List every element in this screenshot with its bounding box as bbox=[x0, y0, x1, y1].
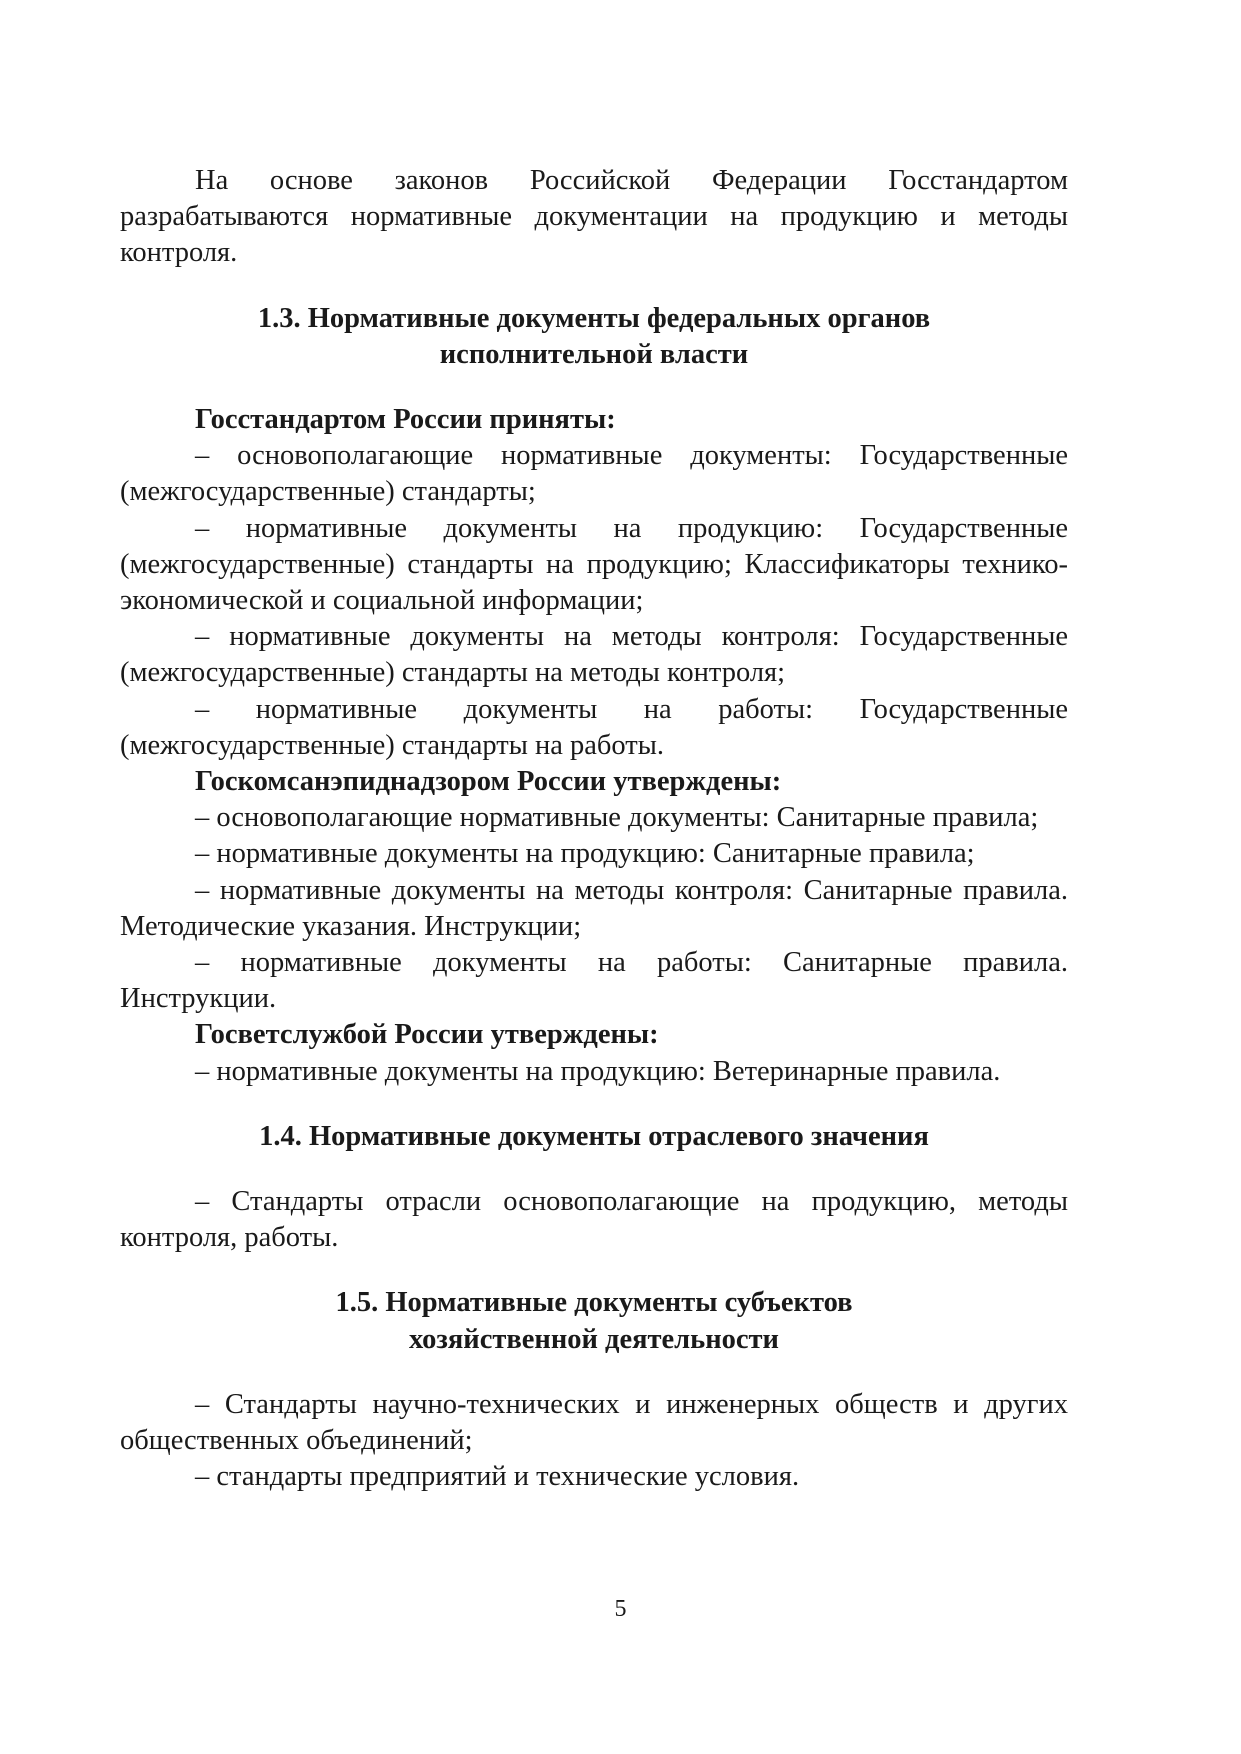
list-item: – основополагающие нормативные документы: Санитарные правила; bbox=[195, 802, 1039, 834]
section-1-3-heading bbox=[120, 301, 1068, 373]
section-1-5-heading-line2: хозяйственной деятельности bbox=[409, 1323, 779, 1355]
section-1-4-heading: 1.4. Нормативные документы отраслевого значения bbox=[259, 1120, 929, 1152]
page-body bbox=[120, 163, 1068, 1496]
list-item: – нормативные документы на работы: Санитарные правила. Инструкции. bbox=[120, 947, 1068, 1015]
list-item: – нормативные документы на методы контроля: Государственные (межгосударственные) стандарты на методы контроля; bbox=[120, 621, 1068, 689]
list-item: – Стандарты научно-технических и инженерных обществ и других общественных объединений; bbox=[120, 1388, 1068, 1457]
section-1-3-heading-line1: 1.3. Нормативные документы федеральных органов bbox=[257, 302, 931, 334]
section-1-5-heading bbox=[120, 1285, 1068, 1357]
page-number: 5 bbox=[614, 1596, 627, 1622]
list-item: – основополагающие нормативные документы: Государственные (межгосударственные) стандарты; bbox=[120, 440, 1068, 508]
gosvetsluzhba-title: Госветслужбой России утверждены: bbox=[195, 1019, 659, 1051]
gosstandart-title: Госстандартом России приняты: bbox=[195, 404, 616, 436]
list-item: – нормативные документы на продукцию: Государственные (межгосударственные) стандарты на продукцию; Классификаторы технико-экономической и социальной информации; bbox=[120, 512, 1068, 617]
goskomsanepid-title: Госкомсанэпиднадзором России утверждены: bbox=[195, 766, 782, 798]
section-1-3-heading-line2: исполнительной власти bbox=[439, 338, 749, 370]
list-item: – нормативные документы на продукцию: Санитарные правила; bbox=[195, 838, 975, 870]
list-item: – нормативные документы на продукцию: Ветеринарные правила. bbox=[195, 1055, 1001, 1087]
list-item: – нормативные документы на методы контроля: Санитарные правила. Методические указания. Инструкции; bbox=[120, 874, 1068, 942]
intro-paragraph: На основе законов Российской Федерации Госстандартом разрабатываются нормативные документации на продукцию и методы контроля. bbox=[120, 165, 1068, 269]
list-item: – стандарты предприятий и технические условия. bbox=[195, 1461, 800, 1493]
list-item: – Стандарты отрасли основополагающие на продукцию, методы контроля, работы. bbox=[120, 1186, 1068, 1254]
section-1-5-heading-line1: 1.5. Нормативные документы субъектов bbox=[335, 1287, 853, 1319]
list-item: – нормативные документы на работы: Государственные (межгосударственные) стандарты на работы. bbox=[120, 693, 1068, 761]
